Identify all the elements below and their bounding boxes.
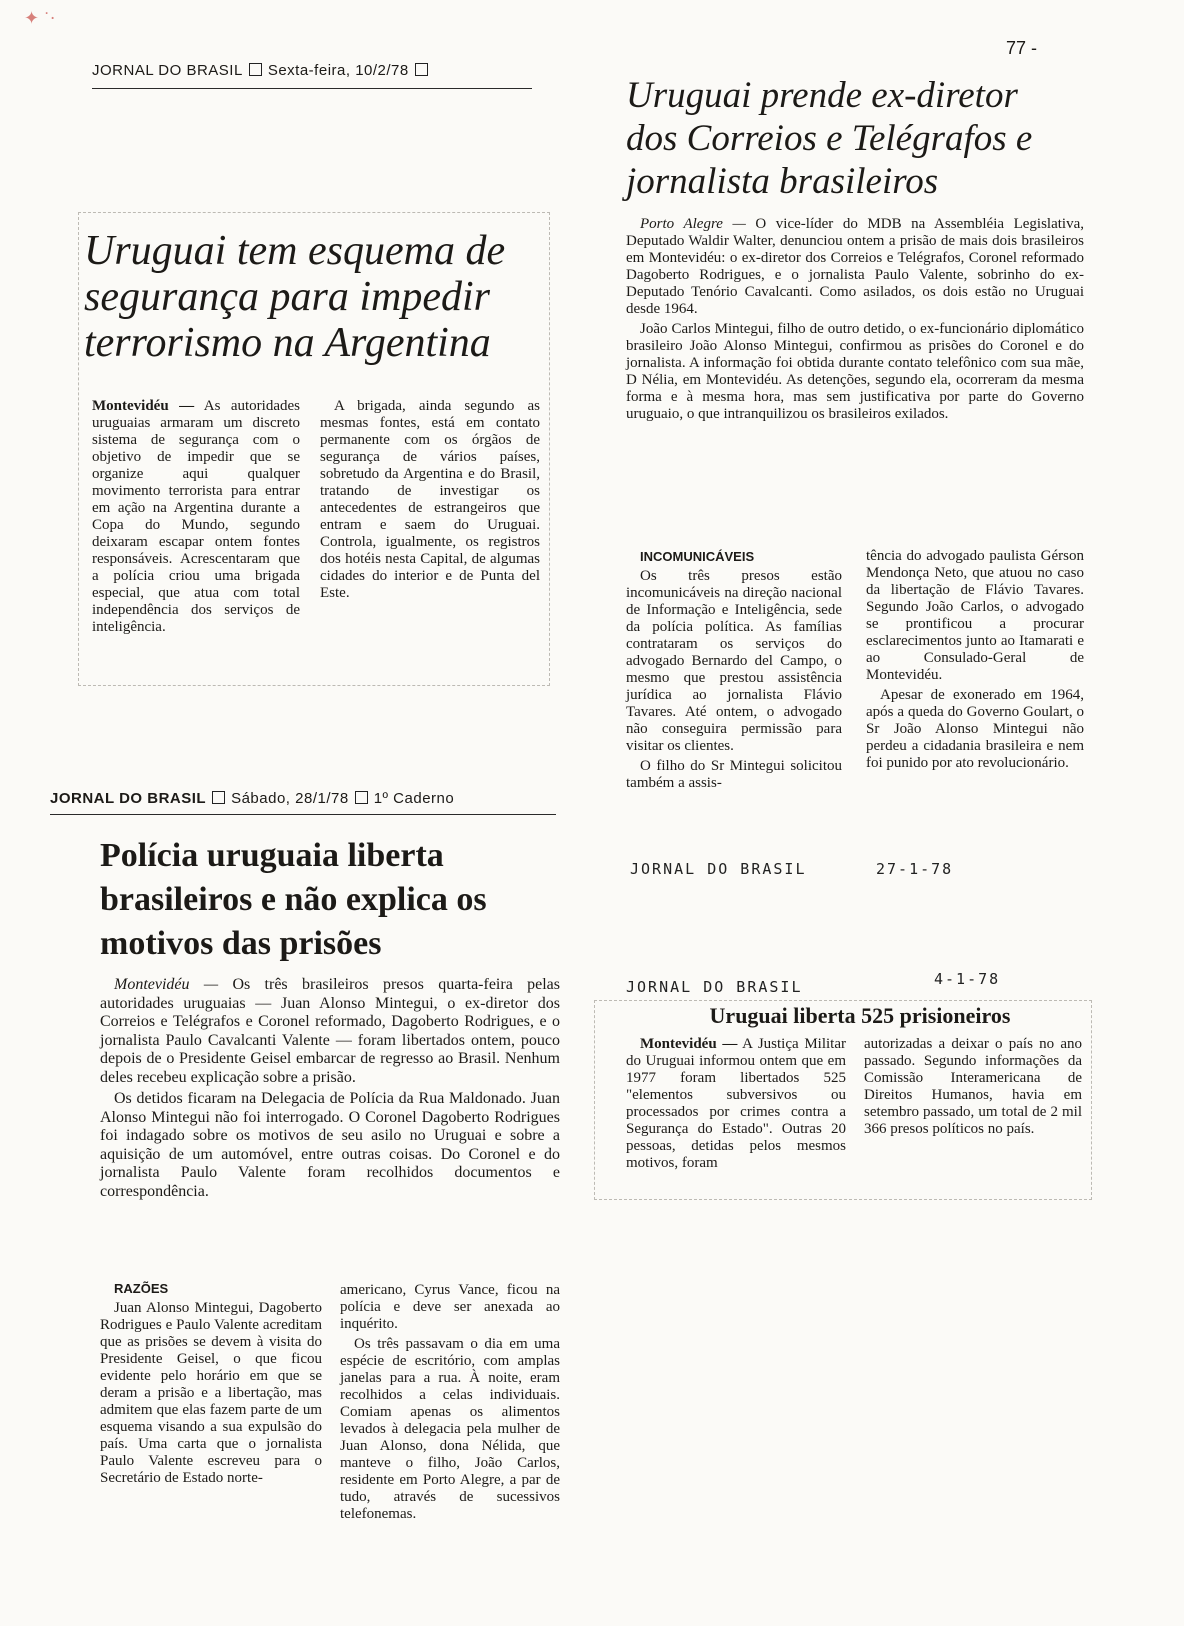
clip2-lead-text: O vice-líder do MDB na Assembléia Legislativa, Deputado Waldir Walter, denunciou ontem a prisão de mais dois brasileiros em Montevidéu: o ex-diretor dos Correios e Telégrafos, Coronel reformado Dagoberto Rodrigues, e o jornalista Paulo Valente, sobrinho do ex-Deputado Tenório Cavalcanti. Como asilados, os dois estão no Uruguai desde 1964. bbox=[626, 216, 1084, 317]
square-icon bbox=[415, 63, 428, 76]
clip4-col2-text: autorizadas a deixar o país no ano passado. Segundo informações da Comissão Interamericana de Direitos Humanos, havia em setembro passado, um total de 2 mil 366 presos políticos no país. bbox=[864, 1036, 1082, 1137]
clip3-headline: Polícia uruguaia liberta brasileiros e não explica os motivos das prisões bbox=[100, 837, 487, 962]
clip1-masthead-date: Sexta-feira, 10/2/78 bbox=[267, 62, 409, 79]
clip2-col1-p2: O filho do Sr Mintegui solicitou também a assis- bbox=[626, 758, 842, 791]
clip1-masthead-rule bbox=[92, 88, 532, 89]
clip2-subhead: INCOMUNICÁVEIS bbox=[640, 549, 755, 564]
clip1-col1-text: As autoridades uruguaias armaram um discreto sistema de segurança com o objetivo de impedir que se organize aqui qualquer movimento terrorista para entrar em ação na Argentina durante a Copa do Mundo, segundo deixaram escapar ontem fontes responsáveis. Acrescentaram que a polícia criou uma brigada especial, que atua com total independência dos serviços de inteligência. bbox=[92, 398, 300, 635]
clip2-handwritten-source: JORNAL DO BRASIL bbox=[630, 860, 807, 878]
clip3-masthead bbox=[50, 790, 454, 807]
clip4-column-1 bbox=[626, 1036, 846, 1175]
clip2-column-2 bbox=[866, 548, 1084, 775]
clip1-masthead-paper: JORNAL DO BRASIL bbox=[92, 62, 243, 79]
clip1-column-2 bbox=[320, 398, 540, 605]
clip3-dateline: Montevidéu — bbox=[114, 976, 219, 993]
clip1-dateline: Montevidéu — bbox=[92, 398, 195, 414]
clip2-headline: Uruguai prende ex-diretor dos Correios e Telégrafos e jornalista brasileiros bbox=[626, 75, 1033, 202]
clip3-lead-p2: Os detidos ficaram na Delegacia de Polícia da Rua Maldonado. Juan Alonso Mintegui não foi interrogado. O Coronel Dagoberto Rodrigues foi indagado sobre os motivos de seu asilo no Uruguai e sobre a aquisição de um automóvel, entre outras coisas. Do Coronel e do jornalista Paulo Valente foram recolhidos documentos e correspondência. bbox=[100, 1090, 560, 1200]
clip3-masthead-rule bbox=[50, 814, 556, 815]
clip1-masthead bbox=[92, 62, 434, 79]
page-number: 77 - bbox=[1006, 38, 1038, 58]
clip3-masthead-date: Sábado, 28/1/78 bbox=[231, 790, 349, 807]
clip3-col1-p1: Juan Alonso Mintegui, Dagoberto Rodrigues e Paulo Valente acreditam que as prisões se devem à visita do Presidente Geisel, o que ficou evidente pelo horário em que se deram a prisão e a libertação, mas admitem que elas fazem parte de um esquema visando a sua expulsão do país. Uma carta que o jornalista Paulo Valente escreveu para o Secretário de Estado norte- bbox=[100, 1300, 322, 1486]
clip2-dateline: Porto Alegre — bbox=[640, 216, 746, 232]
clip1-headline: Uruguai tem esquema de segurança para impedir terrorismo na Argentina bbox=[84, 228, 506, 367]
clip3-lead-text: Os três brasileiros presos quarta-feira pelas autoridades uruguaias — Juan Alonso Mintegui, o ex-diretor dos Correios e Telégrafos e Coronel reformado, Dagoberto Rodrigues, e o jornalista Paulo Cavalcanti Valente — foram libertados ontem, pouco depois de o Presidente Geisel embarcar de regresso ao Brasil. Nenhum deles recebeu explicação sobre a prisão. bbox=[100, 976, 561, 1086]
clip3-masthead-paper: JORNAL DO BRASIL bbox=[50, 790, 207, 807]
clip4-headline: Uruguai liberta 525 prisioneiros bbox=[709, 1003, 1011, 1028]
square-icon bbox=[212, 791, 225, 804]
clip3-column-1 bbox=[100, 1280, 322, 1490]
clip3-lead bbox=[100, 976, 560, 1204]
clip1-col2-text: A brigada, ainda segundo as mesmas fontes, está em contato permanente com os órgãos de segurança de vários países, sobretudo da Argentina e do Brasil, tratando de investigar os antecedentes de estrangeiros que entram e saem do Uruguai. Controla, igualmente, os registros dos hotéis nesta Capital, de algumas cidades do interior e de Punta del Este. bbox=[320, 398, 540, 601]
clip3-column-2 bbox=[340, 1282, 560, 1526]
clip2-col2-p2: Apesar de exonerado em 1964, após a queda do Governo Goulart, o Sr João Alonso Mintegui não perdeu a cidadania brasileira e nem foi punido por ato revolucionário. bbox=[866, 687, 1084, 771]
square-icon bbox=[249, 63, 262, 76]
ink-smudge: ✦ ˙· bbox=[24, 8, 56, 28]
clip4-column-2 bbox=[864, 1036, 1082, 1141]
clip3-col2-p1: americano, Cyrus Vance, ficou na polícia e deve ser anexada ao inquérito. bbox=[340, 1282, 560, 1332]
clip1-column-1 bbox=[92, 398, 300, 639]
clip3-col2-p2: Os três passavam o dia em uma espécie de escritório, com amplas janelas para a rua. À noite, eram recolhidos a celas individuais. Comiam apenas os alimentos levados à delegacia pela mulher de Juan Alonso, dona Nélida, que manteve o filho, João Carlos, residente em Porto Alegre, a par de tudo, através de sucessivos telefonemas. bbox=[340, 1336, 560, 1522]
clip4-col1-text: A Justiça Militar do Uruguai informou ontem que em 1977 foram libertados 525 "elementos subversivos ou processados por crimes contra a Segurança do Estado". Outras 20 pessoas, detidas pelos mesmos motivos, foram bbox=[626, 1036, 846, 1171]
clip2-column-1 bbox=[626, 548, 842, 795]
clip2-col2-p1: tência do advogado paulista Gérson Mendonça Neto, que atuou no caso da libertação de Flávio Tavares. Segundo João Carlos, o advogado se prontificou a procurar esclarecimentos junto ao Itamarati e ao Consulado-Geral de Montevidéu. bbox=[866, 548, 1084, 683]
clip4-handwritten-date: 4-1-78 bbox=[934, 970, 1001, 988]
clip2-lead-p2: João Carlos Mintegui, filho de outro detido, o ex-funcionário diplomático brasileiro João Alonso Mintegui, confirmou as prisões do Coronel e do jornalista. A informação foi obtida durante contato telefônico com sua mãe, D Nélia, em Montevidéu. As detenções, segundo ela, ocorreram da mesma forma e à mesma hora, mas sem justificativa por parte do Governo uruguaio, o que intranquilizou os brasileiros exilados. bbox=[626, 321, 1084, 422]
clip4-handwritten-source: JORNAL DO BRASIL bbox=[626, 978, 803, 996]
clip4-dateline: Montevidéu — bbox=[640, 1036, 738, 1052]
clip2-lead bbox=[626, 216, 1084, 426]
clip2-handwritten-date: 27-1-78 bbox=[876, 860, 954, 878]
clip3-masthead-section: 1º Caderno bbox=[373, 790, 455, 807]
square-icon bbox=[355, 791, 368, 804]
clip3-subhead: RAZÕES bbox=[114, 1281, 169, 1296]
clip2-col1-p1: Os três presos estão incomunicáveis na direção nacional de Informação e Inteligência, sede da polícia política. As famílias contrataram os serviços do advogado Bernardo del Campo, o mesmo que prestou assistência jurídica ao jornalista Flávio Tavares. Até ontem, o advogado não conseguira permissão para visitar os clientes. bbox=[626, 568, 842, 754]
